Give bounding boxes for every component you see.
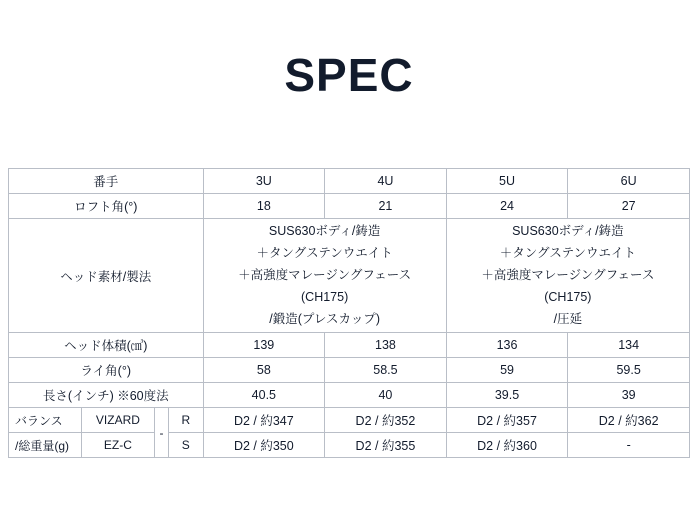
material-line: ＋タングステンウエイト [256,245,393,260]
material-line: /鍛造(プレスカップ) [269,311,381,326]
cell-length-4u: 40 [325,383,447,408]
table-row [9,358,690,383]
row-label-total-weight: /総重量(g) [9,433,82,458]
spec-table [8,168,690,458]
cell-volume-6u: 134 [568,333,690,358]
cell-loft-5u: 24 [446,194,568,219]
shaft-dash: - [154,408,168,458]
shaft-name-ezc: EZ-C [81,433,154,458]
material-line: SUS630ボディ/鋳造 [512,224,624,238]
material-line: SUS630ボディ/鋳造 [268,224,381,238]
cell-balance-r-4u: D2 / 約352 [325,408,447,433]
cell-loft-4u: 21 [325,194,447,219]
material-line: ＋タングステンウエイト [499,245,636,260]
row-label-balance: バランス [9,408,82,433]
material-line: ＋高強度マレージングフェース [481,267,655,282]
material-line: (CH175) [544,289,592,304]
row-label-volume: ヘッド体積(㎤) [9,333,204,358]
row-label-loft: ロフト角(°) [9,194,204,219]
cell-lie-6u: 59.5 [568,358,690,383]
row-label-length: 長さ(インチ) ※60度法 [9,383,204,408]
material-line: (CH175) [301,289,349,304]
table-row [9,383,690,408]
table-row [9,169,690,194]
material-line: /圧延 [553,311,583,326]
cell-model-5u: 5U [446,169,568,194]
cell-length-5u: 39.5 [446,383,568,408]
flex-s-label: S [169,433,203,458]
cell-volume-5u: 136 [446,333,568,358]
row-label-material: ヘッド素材/製法 [9,219,204,333]
table-row [9,194,690,219]
page-title: SPEC [284,49,414,101]
row-label-lie: ライ角(°) [9,358,204,383]
cell-balance-r-5u: D2 / 約357 [446,408,568,433]
cell-volume-3u: 139 [203,333,325,358]
material-line: ＋高強度マレージングフェース [238,267,412,282]
table-row [9,333,690,358]
cell-loft-3u: 18 [203,194,325,219]
cell-model-6u: 6U [568,169,690,194]
cell-balance-s-6u: - [568,433,690,458]
row-label-model: 番手 [9,169,204,194]
cell-length-3u: 40.5 [203,383,325,408]
table-row [9,433,690,458]
flex-r-label: R [169,408,203,433]
cell-balance-s-5u: D2 / 約360 [446,433,568,458]
cell-balance-r-6u: D2 / 約362 [568,408,690,433]
cell-length-6u: 39 [568,383,690,408]
cell-lie-3u: 58 [203,358,325,383]
spec-table-container [8,168,690,458]
cell-loft-6u: 27 [568,194,690,219]
cell-material-right [446,219,689,333]
cell-lie-5u: 59 [446,358,568,383]
cell-balance-r-3u: D2 / 約347 [203,408,325,433]
table-row [9,219,690,333]
shaft-name-vizard: VIZARD [81,408,154,433]
cell-balance-s-3u: D2 / 約350 [203,433,325,458]
cell-lie-4u: 58.5 [325,358,447,383]
cell-material-left [203,219,446,333]
cell-volume-4u: 138 [325,333,447,358]
table-row [9,408,690,433]
cell-model-4u: 4U [325,169,447,194]
cell-balance-s-4u: D2 / 約355 [325,433,447,458]
cell-model-3u: 3U [203,169,325,194]
